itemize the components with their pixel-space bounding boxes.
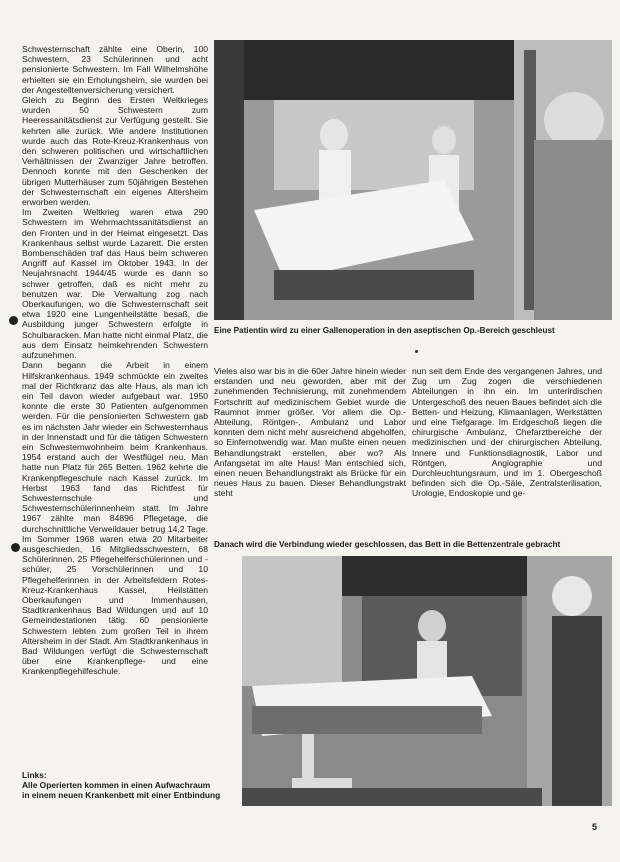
paragraph: nun seit dem Ende des vergangenen Jahres, und Zug um Zug zogen die verschiedenen Abteilungen in ihn ein. Im unterirdischen Untergeschoß des neuen Baues befindet sich die Betten- und Heizung, Klimaanlagen, Werkstätten und eine Tiefgarage. Im Erdgeschoß liegen die chirurgische Ambulanz, Chefarztbereiche der medizinischen und der chirurgischen Abteilung, Innere und Funktionsdiagnostik, Labor und Röntgen, Angiographie und Durchleuchtungsraum, und im 1. Obergeschoß befinden sich die Op.-Säle, Zentralsterilisation, Urologie, Endoskopie und ge- <box>412 366 602 499</box>
links-caption-line: Alle Operierten kommen in einen Aufwachraum <box>22 780 211 791</box>
links-caption-line: in einem neuen Krankenbett mit einer Entbindung <box>22 790 221 801</box>
middle-text-column <box>214 366 406 516</box>
left-text-column <box>22 44 208 762</box>
paragraph: Dann begann die Arbeit in einem Hilfskrankenhaus. 1949 schmückte ein zweites mal der Richtkranz das alte Haus, als man ich ein Teil davon wieder aufgebaut war. 1950 konnte die erste 30 Patienten aufgenommen werden. Für die pensionierten Schwestern gab es im nächsten Jahr wieder ein Schwesternhaus in der Innenstadt und für die tätigen Schwestern ein Schwesternwohnheim beim Krankenhaus. 1954 erstand auch der Westflügel neu. Man hatte nun Platz für 265 Betten. 1962 kehrte die Krankenpflegeschule nach Kassel zurück. Im Herbst 1963 fand das Richtfest für Schwesternschule und Schwesternschülerinnenheim statt. Im Jahre 1967 zählte man 84896 Pflegetage, die durchschnittliche Verweildauer betrug 14,2 Tage. Im Sommer 1968 waren etwa 20 Mitarbeiter ausgeschieden, 16 Mitgliedsschwestern, 68 Schülerinnen, 25 Pflegehelferschülerinnen und -schüler, 25 Vorschülerinnen und 10 Pflegehelferinnen in der Arbeitsfeldern Rotes-Kreuz-Krankenhaus Kassel, Heilstätten Oberkaufungen und Immenhausen, Stadtkrankenhaus Bad Wildungen und auf 10 Gemeindestationen tätig. 60 pensionierte Schwestern lebten zum großen Teil in ihrem Altersheim in der Stadt. Am Stadtkrankenhaus in Bad Wildungen verfügt die Schwesternschaft über eine Krankenpflege- und eine Krankenpflegehilfeschule. <box>22 360 208 677</box>
right-text-column <box>412 366 602 516</box>
photo-operation-corridor <box>214 40 612 320</box>
photo-bed-transfer <box>242 556 612 806</box>
paragraph: Im Zweiten Weltkrieg waren etwa 290 Schwestern im Wehrmachtssanitätsdienst an den Fronten und in der Heimat eingesetzt. Das Krankenhaus selbst wurde Lazarett. Die ersten Bombenschäden traf das Haus beim schweren Angriff auf Kassel im Oktober 1943. In der Neujahrsnacht 1944/45 wurde es dann so schwer getroffen, daß es nicht mehr zu benutzen war. Die Verwaltung zog nach Oberkaufungen, wo die Schwesternschaft seit etwa 1920 eine Lungenheilstätte besaß, die Ausbildung junger Schwestern erfolgte in Schulbaracken. Man hatte nicht einmal Platz, die aus dem Einsatz heimkehrenden Schwestern aufzunehmen. <box>22 207 208 361</box>
paragraph: Schwesternschaft zählte eine Oberin, 100 Schwestern, 23 Schülerinnen und acht pensionierte Schwestern. Im Fall Wilhelmshöhe erhielten sie ein Erholungsheim, sie wurden bei der Angestelltenversicherung versichert. <box>22 44 208 95</box>
punch-hole <box>9 316 18 325</box>
image-caption-links <box>22 770 221 801</box>
caption-bottom-photo: Danach wird die Verbindung wieder geschlossen, das Bett in die Bettenzentrale gebracht <box>214 540 561 549</box>
caption-top-photo: Eine Patientin wird zu einer Gallenoperation in den aseptischen Op.-Bereich geschleust <box>214 326 555 335</box>
links-heading: Links: <box>22 770 47 780</box>
punch-hole <box>11 543 20 552</box>
paragraph: Gleich zu Beginn des Ersten Weltkrieges wurden 50 Schwestern zum Heeressanitätsdienst zur Verfügung gestellt. Sie kehrten alle zurück. Wie andere Institutionen wurde auch das Rote-Kreuz-Krankenhaus von den schweren politischen und wirtschaftlichen Verhältnissen der Zwanziger Jahre betroffen. Dennoch konnte mit den Geschenken der übrigen Mutterhäuser zum 50jährigen Bestehen der Schwesternschaft ein eigenes Altersheim erworben werden. <box>22 95 208 208</box>
bullet-dot <box>415 350 418 353</box>
page-number: 5 <box>592 822 598 832</box>
paragraph: Vieles also war bis in die 60er Jahre hinein wieder erstanden und neu geworden, aber mit der zunehmenden Technisierung, mit zunehmendem Fortschritt auf medizinischem Gebiet wurde die Raumnot immer größer. Vor allem die Op.-Abteilung, Röntgen-, Ambulanz und Labor konnten dem nicht mehr ausreichend abgeholfen, so Einfernotwendig war. Man mußte einen neuen Behandlungstrakt erstellen, aber wo? Als Anfangsetat im alte Haus! Man entschied sich, einen neuen Behandlungstrakt als Brücke für ein neues Haus zu bauen. Dieser Behandlungstrakt steht <box>214 366 406 499</box>
